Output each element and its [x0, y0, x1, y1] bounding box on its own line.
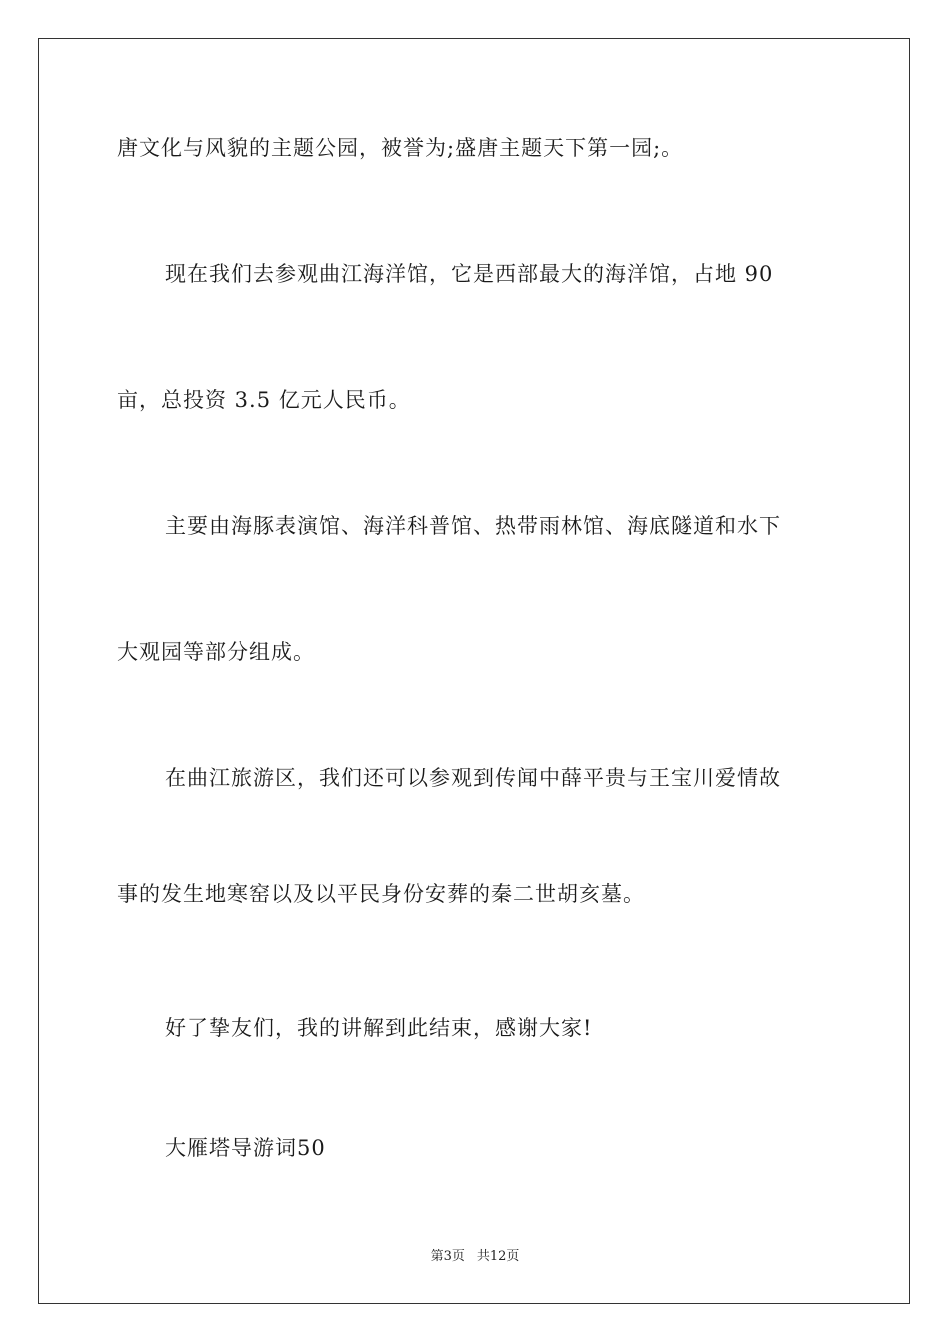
- paragraph-line: 事的发生地寒窑以及以平民身份安葬的秦二世胡亥墓。: [117, 882, 645, 906]
- page-footer: [0, 1248, 950, 1266]
- paragraph-line: 亩，总投资 3.5 亿元人民币。: [117, 388, 411, 412]
- paragraph-line: 主要由海豚表演馆、海洋科普馆、热带雨林馆、海底隧道和水下: [165, 514, 781, 538]
- page-border: [38, 38, 910, 1304]
- page-total: 共12页: [476, 1249, 520, 1264]
- paragraph-line: 大观园等部分组成。: [117, 640, 315, 664]
- paragraph-line: 在曲江旅游区，我们还可以参观到传闻中薛平贵与王宝川爱情故: [165, 766, 781, 790]
- page-number: 第3页: [430, 1249, 465, 1264]
- paragraph-line: 现在我们去参观曲江海洋馆，它是西部最大的海洋馆，占地 90: [165, 262, 774, 286]
- section-heading: 大雁塔导游词50: [165, 1136, 326, 1160]
- paragraph-line: 唐文化与风貌的主题公园，被誉为;盛唐主题天下第一园;。: [117, 136, 684, 160]
- paragraph-line: 好了挚友们，我的讲解到此结束，感谢大家!: [165, 1016, 593, 1040]
